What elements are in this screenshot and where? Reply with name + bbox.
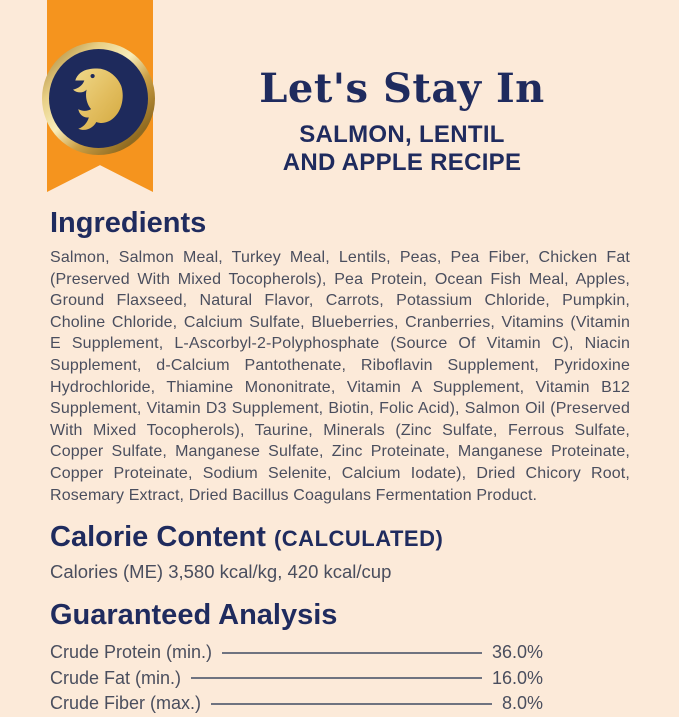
ingredients-heading: Ingredients	[50, 207, 207, 239]
guaranteed-analysis-section	[50, 598, 630, 717]
analysis-row-label: Crude Fat (min.)	[50, 667, 182, 688]
analysis-row-fiber	[50, 691, 543, 717]
calorie-heading-main: Calorie Content	[50, 521, 266, 554]
fish-icon	[61, 61, 136, 136]
calorie-heading-suffix: (CALCULATED)	[273, 526, 444, 552]
analysis-row-label: Crude Fiber (max.)	[50, 693, 202, 714]
page-title: Let's Stay In	[259, 65, 545, 112]
calorie-values: Calories (ME) 3,580 kcal/kg, 420 kcal/cup	[50, 561, 392, 583]
content-column	[50, 206, 630, 717]
analysis-row-protein	[50, 640, 543, 666]
calorie-section	[50, 520, 630, 584]
ingredients-section	[50, 206, 630, 506]
header	[222, 66, 582, 177]
guaranteed-analysis-table	[50, 640, 543, 717]
recipe-subtitle	[222, 121, 582, 177]
leader-line	[222, 652, 482, 654]
analysis-row-fat	[50, 666, 543, 692]
ingredients-text: Salmon, Salmon Meal, Turkey Meal, Lentils, Peas, Pea Fiber, Chicken Fat (Preserved With Mixed Tocopherols), Pea Protein, Ocean Fish Meal, Apples, Ground Flaxseed, Natural Flavor, Carrots, Potassium Chloride, Pumpkin, Choline Chloride, Calcium Sulfate, Blueberries, Cranberries, Vitamins (Vitamin E Supplement, L-Ascorbyl-2-Polyphosphate (Source Of Vitamin C), Niacin Supplement, d-Calcium Pantothenate, Riboflavin Supplement, Pyridoxine Hydrochloride, Thiamine Mononitrate, Vitamin A Supplement, Vitamin B12 Supplement, Vitamin D3 Supplement, Biotin, Folic Acid), Salmon Oil (Preserved With Mixed Tocopherols), Taurine, Minerals (Zinc Sulfate, Ferrous Sulfate, Copper Sulfate, Manganese Sulfate, Zinc Proteinate, Manganese Proteinate, Copper Proteinate, Sodium Selenite, Calcium Iodate), Dried Chicory Root, Rosemary Extract, Dried Bacillus Coagulans Fermentation Product.	[50, 249, 630, 504]
recipe-subtitle-line1: SALMON, LENTIL	[299, 121, 505, 148]
guaranteed-analysis-heading: Guaranteed Analysis	[50, 599, 338, 632]
leader-line	[211, 703, 492, 705]
analysis-row-label: Crude Protein (min.)	[50, 642, 213, 663]
calorie-heading	[50, 520, 630, 556]
brand-badge	[42, 42, 155, 155]
leader-line	[191, 677, 482, 679]
brand-badge-inner	[49, 49, 148, 148]
analysis-row-value: 36.0%	[491, 642, 543, 663]
analysis-row-value: 16.0%	[491, 667, 543, 688]
recipe-subtitle-line2: AND APPLE RECIPE	[282, 149, 522, 176]
analysis-row-value: 8.0%	[501, 693, 543, 714]
